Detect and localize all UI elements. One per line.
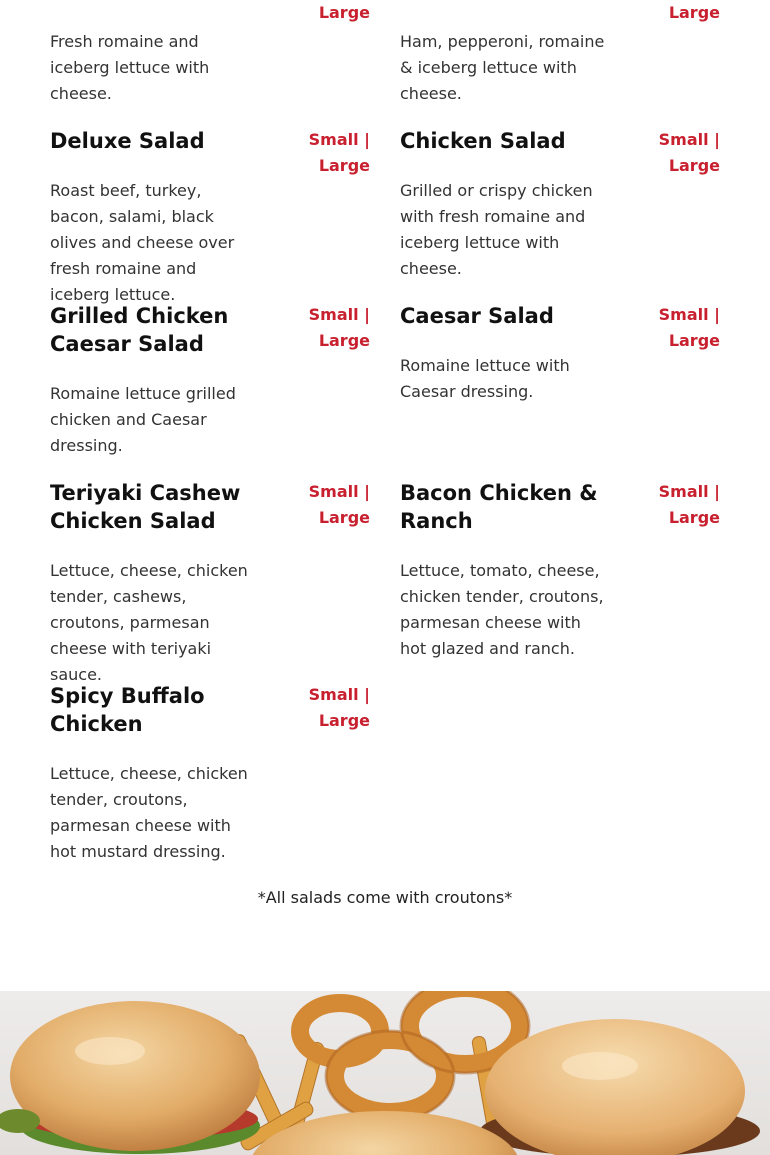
item-description: Lettuce, cheese, chicken tender, croutons, parmesan cheese with hot mustard dressing. <box>50 764 248 861</box>
menu-item-teriyaki-cashew-chicken-salad <box>50 479 370 684</box>
item-name: Teriyaki Cashew Chicken Salad <box>50 481 241 533</box>
item-price: Small | Large <box>308 305 370 350</box>
item-price: Small | Large <box>658 305 720 350</box>
menu-item-chicken-salad <box>400 127 720 287</box>
item-price: Large <box>318 3 370 22</box>
menu-item-bacon-chicken-ranch <box>400 479 720 669</box>
menu-item-caesar-salad <box>400 302 720 422</box>
menu-item-grilled-chicken-caesar-salad <box>50 302 370 467</box>
item-description: Romaine lettuce with Caesar dressing. <box>400 356 570 401</box>
item-name <box>400 0 625 2</box>
item-name: Bacon Chicken & Ranch <box>400 481 598 533</box>
item-price: Large <box>668 3 720 22</box>
item-price: Small | Large <box>658 482 720 527</box>
item-price: Small | Large <box>308 482 370 527</box>
item-name <box>50 0 275 2</box>
item-description: Romaine lettuce grilled chicken and Caesar dressing. <box>50 384 236 455</box>
item-name: Deluxe Salad <box>50 129 205 153</box>
item-name: Spicy Buffalo Chicken <box>50 684 205 736</box>
item-description: Lettuce, tomato, cheese, chicken tender, croutons, parmesan cheese with hot glazed and ranch. <box>400 561 604 658</box>
item-description: Lettuce, cheese, chicken tender, cashews, croutons, parmesan cheese with teriyaki sauce. <box>50 561 248 684</box>
item-price: Small | Large <box>308 130 370 175</box>
burgers-and-onion-rings-photo <box>0 991 770 1155</box>
item-name: Chicken Salad <box>400 129 566 153</box>
item-price: Small | Large <box>658 130 720 175</box>
item-description: Grilled or crispy chicken with fresh romaine and iceberg lettuce with cheese. <box>400 181 593 278</box>
item-description: Fresh romaine and iceberg lettuce with cheese. <box>50 32 210 103</box>
item-name: Caesar Salad <box>400 304 554 328</box>
croutons-note: *All salads come with croutons* <box>257 888 513 907</box>
menu-item-chef-salad <box>400 0 720 114</box>
item-name: Grilled Chicken Caesar Salad <box>50 304 229 356</box>
menu-item-deluxe-salad <box>50 127 370 304</box>
item-description: Roast beef, turkey, bacon, salami, black olives and cheese over fresh romaine and iceberg lettuce. <box>50 181 235 304</box>
menu-item-house-salad <box>50 0 370 114</box>
food-photo-illustration <box>0 991 770 1155</box>
menu-item-spicy-buffalo-chicken <box>50 682 370 872</box>
item-description: Ham, pepperoni, romaine & iceberg lettuce with cheese. <box>400 32 605 103</box>
item-price: Small | Large <box>308 685 370 730</box>
